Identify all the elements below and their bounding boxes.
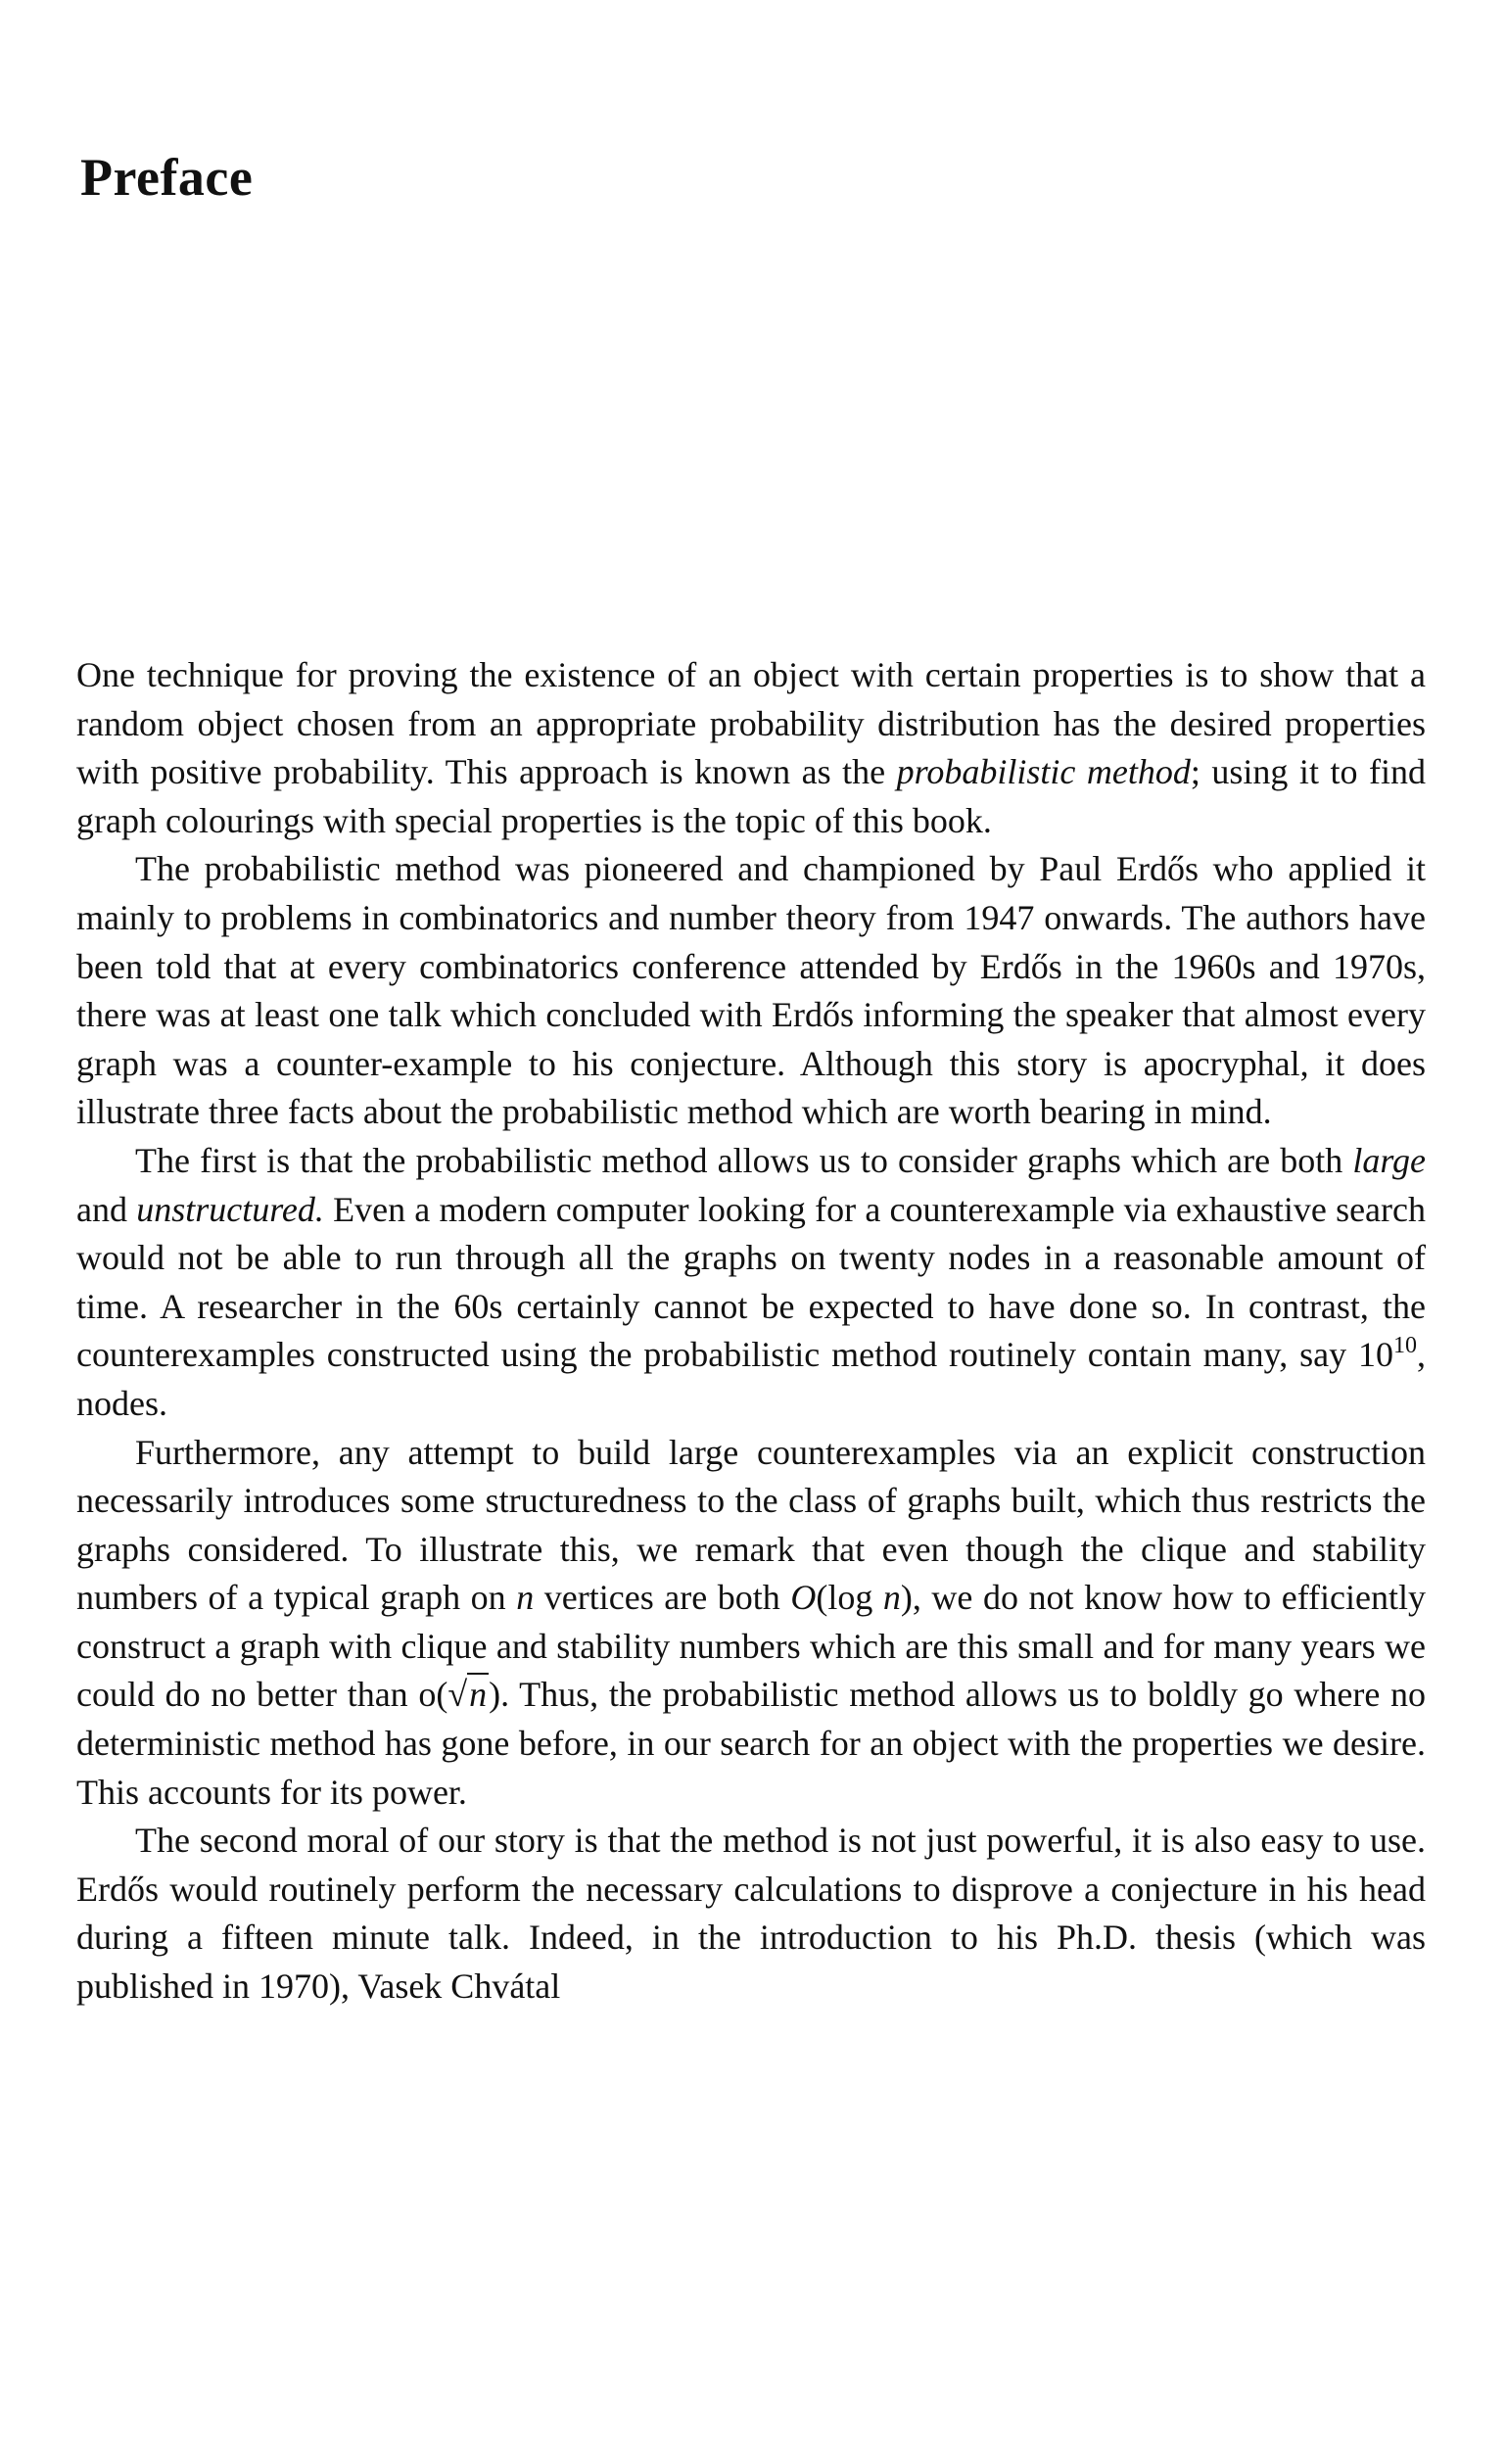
p1-text-a: One technique for proving the existence of an object with certain properties is to show that a random object chosen from an appropriate probability distribution has the desired properties with positive probability. This approach is known as the bbox=[76, 655, 1426, 792]
p4-big-o: O bbox=[790, 1578, 817, 1618]
p4-close-paren: ) bbox=[489, 1675, 501, 1715]
paragraph-1 bbox=[76, 651, 1426, 845]
preface-body bbox=[76, 651, 1426, 2012]
p3-emphasis-unstructured: unstructured. bbox=[136, 1189, 324, 1229]
p3-power-base: 10 bbox=[1358, 1335, 1393, 1375]
chapter-heading: Preface bbox=[80, 148, 254, 207]
paragraph-2: The probabilistic method was pioneered and championed by Paul Erdős who applied it mainly to problems in combinatorics and number theory from 1947 onwards. The authors have been told that at every combinatorics conference attended by Erdős in the 1960s and 1970s, there was at least one talk which concluded with Erdős informing the speaker that almost every graph was a counter-example to his conjecture. Although this story is apocryphal, it does illustrate three facts about the probabilistic method which are worth bearing in mind. bbox=[76, 849, 1426, 1132]
paragraph-5: The second moral of our story is that the method is not just powerful, it is also easy to use. Erdős would routinely perform the necessary calculations to disprove a conjecture in his head during a fifteen minute talk. Indeed, in the introduction to his Ph.D. thesis (which was published in 1970), Vasek Chvátal bbox=[76, 1821, 1426, 2007]
p4-text-b: vertices are both bbox=[534, 1578, 791, 1618]
p3-text-a: The first is that the probabilistic method allows us to consider graphs which are both bbox=[135, 1140, 1353, 1180]
p3-power-exponent: 10 bbox=[1393, 1333, 1417, 1359]
p4-small-o-sqrt bbox=[418, 1673, 500, 1714]
p4-var-n: n bbox=[516, 1578, 535, 1618]
p4-radical: √ bbox=[447, 1675, 468, 1715]
p1-text-b: ; using it to find graph colourings with special properties is the topic of this book. bbox=[76, 752, 1426, 840]
p4-log-var-n: n bbox=[882, 1578, 901, 1618]
p4-small-o: o( bbox=[418, 1675, 448, 1715]
p4-text-a: Furthermore, any attempt to build large counterexamples via an explicit construction necessarily introduces some structuredness to the class of graphs built, which thus restricts the graphs considered. To illustrate this, we remark that even though the clique and stability numbers of a typical graph on bbox=[76, 1432, 1426, 1618]
p4-log: (log bbox=[816, 1578, 883, 1618]
p1-emphasis: probabilistic method bbox=[896, 752, 1191, 792]
p4-text-d: . Thus, the probabilistic method allows us to boldly go where no deterministic method has gone before, in our search for an object with the properties we desire. This accounts for its power. bbox=[76, 1675, 1426, 1812]
p3-text-d: , nodes. bbox=[76, 1335, 1426, 1423]
p3-text-c: Even a modern computer looking for a counterexample via exhaustive search would not be able to run through all the graphs on twenty nodes in a reasonable amount of time. A researcher in the 60s certainly cannot be expected to have done so. In contrast, the counterexamples constructed using the probabilistic method routinely contain many, say bbox=[76, 1189, 1426, 1375]
paragraph-4 bbox=[76, 1429, 1426, 1818]
p3-text-b: and bbox=[76, 1189, 137, 1229]
p4-radicand: n bbox=[469, 1675, 488, 1715]
p4-text-c: ), we do not know how to efficiently construct a graph with clique and stability numbers which are this small and for many years we could do no better than bbox=[76, 1578, 1426, 1715]
p3-emphasis-large: large bbox=[1352, 1140, 1426, 1180]
paragraph-3 bbox=[76, 1137, 1426, 1429]
